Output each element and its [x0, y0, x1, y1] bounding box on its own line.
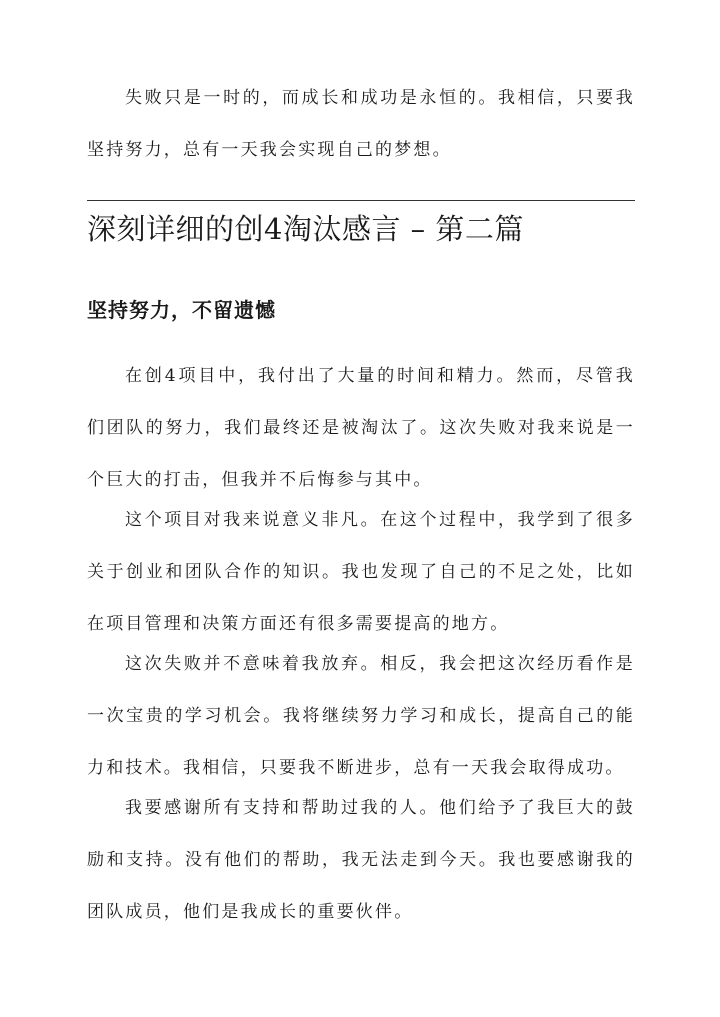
body-paragraph: 这次失败并不意味着我放弃。相反，我会把这次经历看作是一次宝贵的学习机会。我将继续努力学习和成长，提高自己的能力和技术。我相信，只要我不断进步，总有一天我会取得成功。 [87, 654, 635, 778]
section-title: 深刻详细的创4淘汰感言 – 第二篇 [87, 212, 524, 246]
body-paragraph: 在创4项目中，我付出了大量的时间和精力。然而，尽管我们团队的努力，我们最终还是被淘汰了。这次失败对我来说是一个巨大的打击，但我并不后悔参与其中。 [87, 366, 635, 490]
intro-paragraph: 失败只是一时的，而成长和成功是永恒的。我相信，只要我坚持努力，总有一天我会实现自己的梦想。 [87, 88, 635, 160]
section-divider [87, 200, 635, 201]
body-paragraph: 我要感谢所有支持和帮助过我的人。他们给予了我巨大的鼓励和支持。没有他们的帮助，我无法走到今天。我也要感谢我的团队成员，他们是我成长的重要伙伴。 [87, 798, 635, 922]
section-subtitle: 坚持努力，不留遗憾 [87, 298, 276, 322]
body-paragraph: 这个项目对我来说意义非凡。在这个过程中，我学到了很多关于创业和团队合作的知识。我也发现了自己的不足之处，比如在项目管理和决策方面还有很多需要提高的地方。 [87, 510, 635, 634]
